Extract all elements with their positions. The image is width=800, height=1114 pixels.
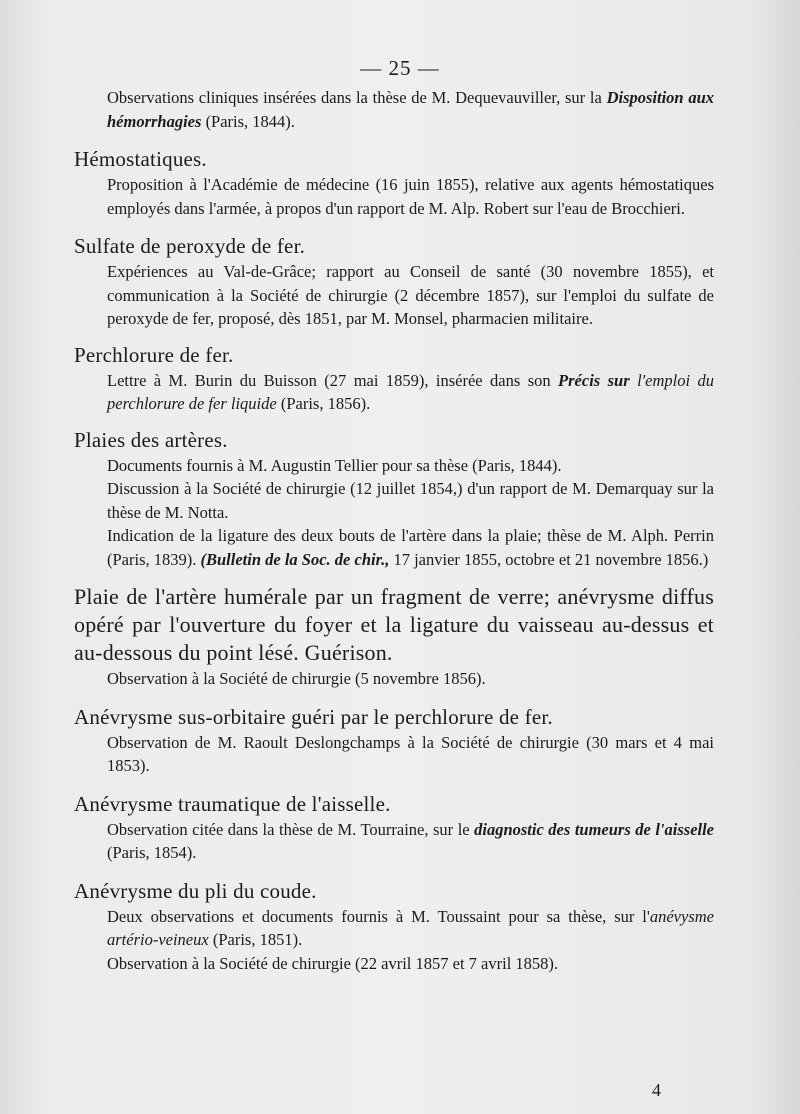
- heading-hemostatiques: Hémostatiques.: [74, 147, 207, 171]
- entry-aisselle: [74, 790, 714, 865]
- plaies-item-1: Documents fournis à M. Augustin Tellier pour sa thèse (Paris, 1844).: [107, 455, 562, 475]
- entry-plaies: [74, 426, 714, 572]
- coude-item-1-start: Deux observations et documents fournis à M. Toussaint pour sa thèse, sur l': [107, 906, 650, 926]
- heading-perchlorure: Perchlorure de fer.: [74, 342, 234, 367]
- heading-orbitaire: Anévrysme sus-orbitaire guéri par le perchlorure de fer.: [74, 704, 553, 729]
- aisselle-text-end: (Paris, 1854).: [107, 843, 197, 862]
- heading-aisselle: Anévrysme traumatique de l'aisselle.: [74, 791, 391, 816]
- intro-text-end: (Paris, 1844).: [205, 111, 295, 131]
- entry-humerale: [74, 583, 714, 691]
- page-content: [74, 86, 714, 975]
- perchlorure-text-start: Lettre à M. Burin du Buisson (27 mai 1859), insérée dans son: [107, 370, 551, 390]
- heading-plaies: Plaies des artères.: [74, 427, 228, 452]
- perchlorure-italic-2: l'emploi du perchlorure de fer liquide: [107, 370, 715, 413]
- text-orbitaire: Observation de M. Raoult Deslongchamps à la Société de chirurgie (30 mars et 4 mai 1853).: [107, 732, 714, 775]
- entry-coude: [74, 877, 714, 976]
- intro-paragraph: [74, 86, 714, 133]
- intro-text: Observations cliniques insérées dans la thèse de M. Dequevauviller, sur la: [107, 88, 602, 107]
- perchlorure-italic-1: Précis sur: [558, 370, 630, 390]
- aisselle-text-start: Observation citée dans la thèse de M. Tourraine, sur le: [107, 819, 470, 839]
- plaies-item-3-end: 17 janvier 1855, octobre et 21 novembre 1856.): [393, 549, 709, 569]
- entry-orbitaire: [74, 703, 714, 778]
- perchlorure-text-end: (Paris, 1856).: [280, 394, 371, 413]
- plaies-item-3-italic: (Bulletin de la Soc. de chir.,: [200, 549, 390, 569]
- heading-sulfate: Sulfate de peroxyde de fer.: [74, 234, 306, 258]
- coude-item-1-italic: anévysme artério-veineux: [107, 906, 714, 949]
- entry-hemostatiques: [74, 145, 714, 220]
- text-hemostatiques: Proposition à l'Académie de médecine (16 juin 1855), relative aux agents hémostatiques employés dans l'armée, à propos d'un rapport de M. Alp. Robert sur l'eau de Brocchieri.: [107, 175, 714, 218]
- text-perchlorure: [74, 369, 714, 416]
- plaies-item-3-start: Indication de la ligature des deux bouts de l'artère dans la plaie; thèse de M. Alph. Perrin (Paris, 1839).: [107, 526, 714, 569]
- text-aisselle: [74, 818, 714, 865]
- heading-humerale: Plaie de l'artère humérale par un fragment de verre; anévrysme diffus opéré par l'ouverture du foyer et la ligature du vaisseau au-dessus et au-dessous du point lésé. Guérison.: [74, 584, 714, 665]
- aisselle-italic: diagnostic des tumeurs de l'aisselle: [474, 819, 715, 839]
- signature-mark: 4: [652, 1080, 661, 1100]
- heading-coude: Anévrysme du pli du coude.: [74, 878, 317, 903]
- coude-item-1: [74, 905, 714, 952]
- coude-item-1-end: (Paris, 1851).: [212, 930, 303, 949]
- text-sulfate: Expériences au Val-de-Grâce; rapport au Conseil de santé (30 novembre 1855), et communication à la Société de chirurgie (2 décembre 1857), sur l'emploi du sulfate de peroxyde de fer, proposé, dès 1851, par M. Monsel, pharmacien militaire.: [107, 262, 714, 328]
- plaies-item-3: [74, 524, 714, 571]
- text-humerale: Observation à la Société de chirurgie (5 novembre 1856).: [107, 669, 486, 688]
- entry-sulfate: [74, 232, 714, 331]
- plaies-item-2: Discussion à la Société de chirurgie (12 juillet 1854,) d'un rapport de M. Demarquay sur la thèse de M. Notta.: [107, 479, 714, 522]
- entry-intro: [74, 86, 714, 133]
- entry-perchlorure: [74, 341, 714, 416]
- coude-item-2: Observation à la Société de chirurgie (22 avril 1857 et 7 avril 1858).: [107, 953, 559, 973]
- intro-italic-title: Disposition aux hémorrhagies: [107, 88, 715, 131]
- page-number: — 25 —: [360, 56, 440, 80]
